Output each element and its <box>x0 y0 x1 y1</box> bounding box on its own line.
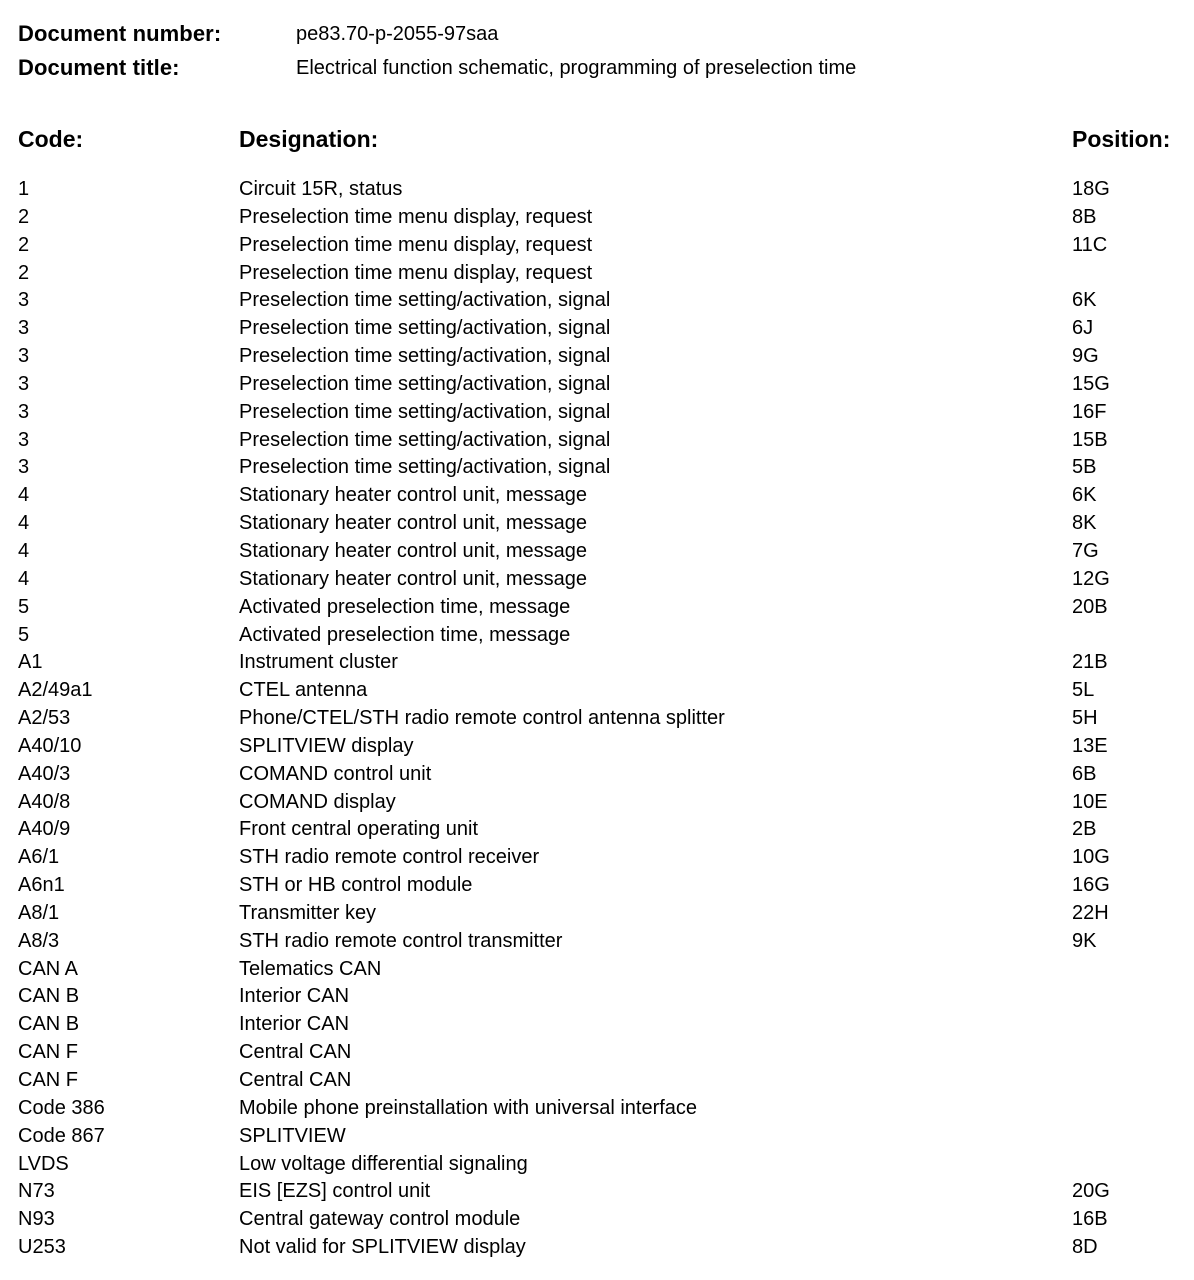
designation-cell: Central CAN <box>239 1041 352 1064</box>
table-row <box>0 705 1194 733</box>
code-cell: A2/49a1 <box>18 679 93 702</box>
code-cell: CAN A <box>18 957 79 980</box>
designation-cell: Stationary heater control unit, message <box>239 539 587 562</box>
code-cell: A8/1 <box>18 901 60 924</box>
position-cell: 21B <box>1072 651 1108 674</box>
table-row <box>0 733 1194 761</box>
code-cell: 3 <box>18 456 30 479</box>
position-cell: 15B <box>1072 428 1108 451</box>
designation-cell: Preselection time setting/activation, signal <box>239 372 611 395</box>
designation-cell: Preselection time menu display, request <box>239 233 593 256</box>
table-row <box>0 900 1194 928</box>
code-cell: A6/1 <box>18 846 60 869</box>
position-cell: 16G <box>1072 874 1110 897</box>
code-cell: A8/3 <box>18 929 60 952</box>
table-row <box>0 622 1194 650</box>
table-row <box>0 399 1194 427</box>
document-number-row <box>18 20 1168 48</box>
code-cell: 3 <box>18 345 30 368</box>
table-row <box>0 789 1194 817</box>
code-cell: 4 <box>18 512 30 535</box>
document-number-label: Document number: <box>18 21 222 46</box>
position-cell: 16B <box>1072 1208 1108 1231</box>
table-row <box>0 482 1194 510</box>
table-row <box>0 1206 1194 1234</box>
position-cell: 8B <box>1072 205 1097 228</box>
designation-cell: Central gateway control module <box>239 1208 521 1231</box>
table-row <box>0 510 1194 538</box>
position-cell: 6K <box>1072 484 1097 507</box>
designation-cell: Preselection time setting/activation, signal <box>239 400 611 423</box>
legend-table-body <box>0 176 1194 1262</box>
table-row <box>0 538 1194 566</box>
designation-cell: Central CAN <box>239 1069 352 1091</box>
designation-cell: Preselection time setting/activation, signal <box>239 289 611 312</box>
code-cell: 4 <box>18 567 30 590</box>
document-title-label: Document title: <box>18 55 180 80</box>
table-row <box>0 371 1194 399</box>
designation-cell: Circuit 15R, status <box>239 178 403 200</box>
table-row <box>0 260 1194 288</box>
designation-cell: STH or HB control module <box>239 874 473 897</box>
position-cell: 5B <box>1072 456 1097 479</box>
position-cell: 8D <box>1072 1236 1098 1259</box>
position-cell: 10E <box>1072 790 1108 813</box>
designation-cell: Stationary heater control unit, message <box>239 512 587 535</box>
document-number-value: pe83.70-p-2055-97saa <box>296 22 499 45</box>
code-cell: A40/9 <box>18 818 71 841</box>
designation-cell: COMAND control unit <box>239 762 432 785</box>
table-row <box>0 1095 1194 1123</box>
document-title-value: Electrical function schematic, programming of preselection time <box>296 56 857 79</box>
code-cell: 2 <box>18 233 30 256</box>
designation-cell: STH radio remote control transmitter <box>239 929 563 952</box>
table-row <box>0 649 1194 677</box>
code-cell: CAN B <box>18 985 80 1008</box>
table-row <box>0 1123 1194 1151</box>
position-cell: 2B <box>1072 818 1097 841</box>
designation-cell: Preselection time menu display, request <box>239 261 593 284</box>
position-cell: 10G <box>1072 846 1110 869</box>
code-cell: 5 <box>18 623 30 646</box>
table-row <box>0 983 1194 1011</box>
code-cell: 3 <box>18 400 30 423</box>
code-cell: 2 <box>18 261 30 284</box>
table-row <box>0 1234 1194 1262</box>
designation-cell: EIS [EZS] control unit <box>239 1180 431 1203</box>
position-cell: 9K <box>1072 929 1097 952</box>
position-cell: 13E <box>1072 734 1108 757</box>
code-cell: N73 <box>18 1180 55 1203</box>
designation-cell: SPLITVIEW display <box>239 734 414 757</box>
code-cell: A40/8 <box>18 790 71 813</box>
position-cell: 18G <box>1072 178 1110 200</box>
position-cell: 20B <box>1072 595 1108 618</box>
code-cell: A40/10 <box>18 734 82 757</box>
position-cell: 6B <box>1072 762 1097 785</box>
table-row <box>0 1011 1194 1039</box>
code-cell: N93 <box>18 1208 55 1231</box>
table-row <box>0 1039 1194 1067</box>
table-row <box>0 566 1194 594</box>
designation-cell: Transmitter key <box>239 901 377 924</box>
designation-cell: STH radio remote control receiver <box>239 846 540 869</box>
table-row <box>0 1151 1194 1179</box>
code-cell: 2 <box>18 205 30 228</box>
table-row <box>0 454 1194 482</box>
code-cell: Code 867 <box>18 1124 105 1147</box>
designation-cell: Phone/CTEL/STH radio remote control antenna splitter <box>239 707 725 730</box>
table-row <box>0 761 1194 789</box>
code-cell: 1 <box>18 178 30 200</box>
designation-cell: Activated preselection time, message <box>239 623 571 646</box>
position-cell: 15G <box>1072 372 1110 395</box>
table-row <box>0 427 1194 455</box>
designation-cell: Interior CAN <box>239 985 350 1008</box>
table-row <box>0 232 1194 260</box>
position-cell: 6K <box>1072 289 1097 312</box>
code-cell: A6n1 <box>18 874 65 897</box>
table-row <box>0 816 1194 844</box>
designation-cell: Mobile phone preinstallation with universal interface <box>239 1096 698 1119</box>
designation-cell: Front central operating unit <box>239 818 479 841</box>
table-row <box>0 1067 1194 1095</box>
code-cell: LVDS <box>18 1152 69 1175</box>
designation-cell: COMAND display <box>239 790 396 813</box>
table-row <box>0 928 1194 956</box>
table-row <box>0 176 1194 204</box>
table-row <box>0 287 1194 315</box>
table-row <box>0 315 1194 343</box>
position-cell: 12G <box>1072 567 1110 590</box>
table-row <box>0 844 1194 872</box>
position-cell: 5H <box>1072 707 1098 730</box>
designation-cell: Interior CAN <box>239 1013 350 1036</box>
table-row <box>0 594 1194 622</box>
position-cell: 5L <box>1072 679 1095 702</box>
position-cell: 20G <box>1072 1180 1110 1203</box>
designation-cell: Not valid for SPLITVIEW display <box>239 1236 526 1259</box>
designation-cell: Preselection time setting/activation, signal <box>239 317 611 340</box>
code-cell: U253 <box>18 1236 66 1259</box>
code-cell: 3 <box>18 372 30 395</box>
position-cell: 11C <box>1072 233 1108 256</box>
designation-cell: SPLITVIEW <box>239 1124 346 1147</box>
designation-column-header: Designation: <box>239 126 379 152</box>
designation-cell: Activated preselection time, message <box>239 595 571 618</box>
code-cell: CAN F <box>18 1041 78 1064</box>
code-cell: Code 386 <box>18 1096 105 1119</box>
designation-cell: Stationary heater control unit, message <box>239 484 587 507</box>
table-row <box>0 1178 1194 1206</box>
position-cell: 7G <box>1072 539 1099 562</box>
code-cell: 4 <box>18 539 30 562</box>
document-title-row <box>18 54 1168 82</box>
code-cell: 5 <box>18 595 30 618</box>
designation-cell: Preselection time menu display, request <box>239 205 593 228</box>
table-row <box>0 204 1194 232</box>
code-cell: CAN B <box>18 1013 80 1036</box>
position-cell: 16F <box>1072 400 1107 423</box>
position-cell: 22H <box>1072 901 1109 924</box>
code-cell: 4 <box>18 484 30 507</box>
designation-cell: Instrument cluster <box>239 651 398 674</box>
designation-cell: Preselection time setting/activation, signal <box>239 345 611 368</box>
code-cell: CAN F <box>18 1069 78 1091</box>
designation-cell: Low voltage differential signaling <box>239 1152 528 1175</box>
table-row <box>0 677 1194 705</box>
code-cell: 3 <box>18 317 30 340</box>
table-row <box>0 343 1194 371</box>
designation-cell: Preselection time setting/activation, signal <box>239 456 611 479</box>
code-cell: A2/53 <box>18 707 71 730</box>
designation-cell: Stationary heater control unit, message <box>239 567 587 590</box>
code-cell: 3 <box>18 428 30 451</box>
position-cell: 9G <box>1072 345 1099 368</box>
table-row <box>0 872 1194 900</box>
table-row <box>0 956 1194 984</box>
code-cell: A40/3 <box>18 762 71 785</box>
code-column-header: Code: <box>18 126 84 152</box>
position-column-header: Position: <box>1072 126 1171 152</box>
position-cell: 6J <box>1072 317 1094 340</box>
position-cell: 8K <box>1072 512 1097 535</box>
designation-cell: Telematics CAN <box>239 957 382 980</box>
code-cell: 3 <box>18 289 30 312</box>
designation-cell: CTEL antenna <box>239 679 368 702</box>
code-cell: A1 <box>18 651 43 674</box>
designation-cell: Preselection time setting/activation, signal <box>239 428 611 451</box>
